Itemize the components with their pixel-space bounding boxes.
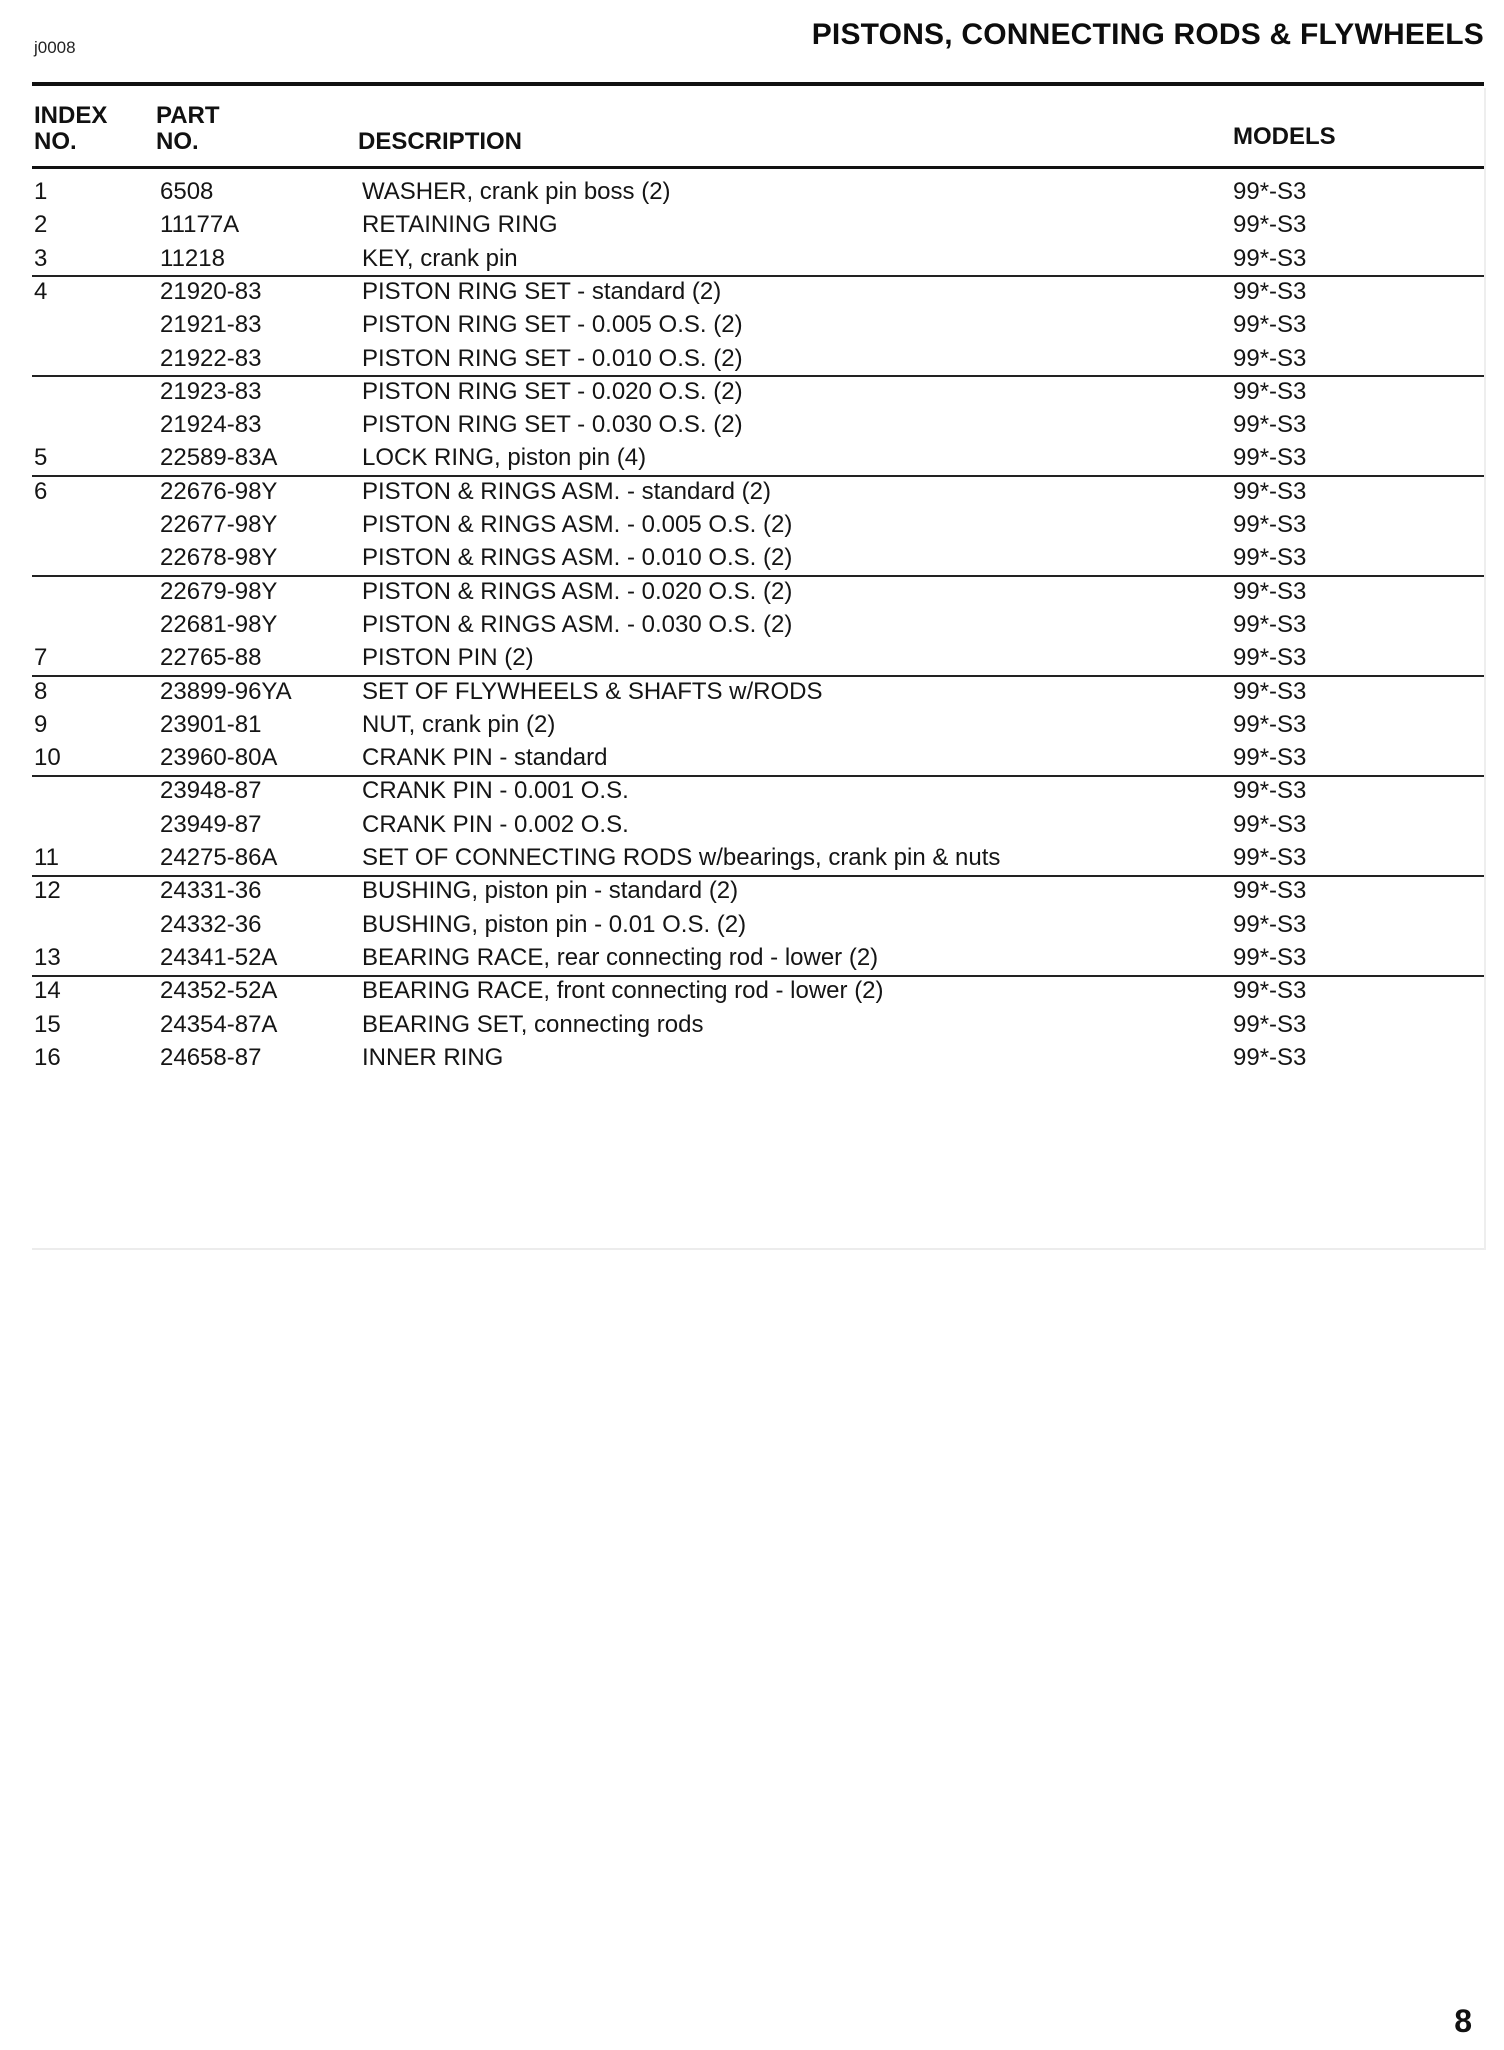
table-row xyxy=(0,974,1504,1007)
table-row xyxy=(0,608,1504,641)
models-cell: 99*-S3 xyxy=(1233,910,1307,938)
index-cell: 8 xyxy=(34,677,48,705)
description-cell: WASHER, crank pin boss (2) xyxy=(362,178,671,205)
table-row xyxy=(0,275,1504,308)
models-cell: 99*-S3 xyxy=(1233,744,1307,772)
section-title: PISTONS, CONNECTING RODS & FLYWHEELS xyxy=(811,18,1484,51)
description-cell: PISTON & RINGS ASM. - 0.010 O.S. (2) xyxy=(362,544,793,572)
part-number-cell: 23901-81 xyxy=(160,710,262,738)
part-number-cell: 21923-83 xyxy=(160,377,262,405)
table-row xyxy=(0,641,1504,674)
description-cell: CRANK PIN - 0.001 O.S. xyxy=(362,777,629,805)
index-cell: 10 xyxy=(34,744,61,772)
scan-edge-right xyxy=(1484,88,1486,1250)
part-number-cell: 11218 xyxy=(160,244,225,272)
description-cell: BUSHING, piston pin - 0.01 O.S. (2) xyxy=(362,910,747,938)
part-number-cell: 23949-87 xyxy=(160,810,262,838)
table-row xyxy=(0,375,1504,408)
models-cell: 99*-S3 xyxy=(1233,577,1307,605)
models-cell: 99*-S3 xyxy=(1233,644,1307,672)
part-number-cell: 23948-87 xyxy=(160,777,262,805)
description-cell: SET OF CONNECTING RODS w/bearings, crank pin & nuts xyxy=(362,844,1001,871)
index-cell: 12 xyxy=(34,877,61,905)
table-row xyxy=(0,1008,1504,1041)
description-cell: PISTON & RINGS ASM. - 0.005 O.S. (2) xyxy=(362,511,793,538)
index-cell: 1 xyxy=(34,178,48,205)
table-row xyxy=(0,808,1504,841)
index-header-line1: INDEX xyxy=(34,102,108,129)
models-cell: 99*-S3 xyxy=(1233,977,1307,1005)
part-number-cell: 21920-83 xyxy=(160,277,262,305)
part-number-cell: 11177A xyxy=(160,211,240,239)
table-row xyxy=(0,575,1504,608)
document-code: j0008 xyxy=(34,38,76,57)
description-cell: KEY, crank pin xyxy=(362,244,518,272)
description-cell: SET OF FLYWHEELS & SHAFTS w/RODS xyxy=(362,677,823,705)
description-cell: PISTON RING SET - 0.030 O.S. (2) xyxy=(362,411,743,439)
table-row xyxy=(0,508,1504,541)
table-row xyxy=(0,175,1504,208)
part-number-cell: 24352-52A xyxy=(160,977,278,1005)
table-row xyxy=(0,242,1504,275)
table-row xyxy=(0,874,1504,907)
part-number-cell: 23899-96YA xyxy=(160,677,292,705)
part-number-cell: 24341-52A xyxy=(160,943,278,971)
index-cell: 5 xyxy=(34,444,48,472)
models-cell: 99*-S3 xyxy=(1233,877,1307,905)
part-number-cell: 24354-87A xyxy=(160,1010,278,1038)
index-cell: 13 xyxy=(34,943,61,971)
index-cell: 6 xyxy=(34,477,48,505)
description-cell: PISTON & RINGS ASM. - standard (2) xyxy=(362,477,772,505)
description-cell: LOCK RING, piston pin (4) xyxy=(362,444,647,472)
description-cell: BEARING RACE, front connecting rod - lower (2) xyxy=(362,977,884,1005)
description-cell: BEARING RACE, rear connecting rod - lower (2) xyxy=(362,943,879,971)
models-cell: 99*-S3 xyxy=(1233,311,1307,339)
models-cell: 99*-S3 xyxy=(1233,178,1307,205)
models-cell: 99*-S3 xyxy=(1233,344,1307,372)
models-cell: 99*-S3 xyxy=(1233,211,1307,239)
models-cell: 99*-S3 xyxy=(1233,810,1307,838)
table-row xyxy=(0,408,1504,441)
part-number-cell: 24332-36 xyxy=(160,910,262,938)
index-cell: 16 xyxy=(34,1043,61,1071)
models-cell: 99*-S3 xyxy=(1233,511,1307,538)
index-cell: 2 xyxy=(34,211,48,239)
models-column-header: MODELS xyxy=(1233,123,1336,150)
models-cell: 99*-S3 xyxy=(1233,377,1307,405)
page-number: 8 xyxy=(1454,2003,1472,2039)
models-cell: 99*-S3 xyxy=(1233,277,1307,305)
models-cell: 99*-S3 xyxy=(1233,777,1307,805)
part-header-line1: PART xyxy=(156,102,220,129)
description-cell: INNER RING xyxy=(362,1043,504,1071)
index-header-line2: NO. xyxy=(34,128,77,155)
table-row xyxy=(0,342,1504,375)
table-row xyxy=(0,841,1504,874)
description-cell: BEARING SET, connecting rods xyxy=(362,1010,704,1038)
part-number-cell: 22677-98Y xyxy=(160,511,278,538)
models-cell: 99*-S3 xyxy=(1233,544,1307,572)
description-cell: PISTON RING SET - standard (2) xyxy=(362,277,722,305)
description-cell: CRANK PIN - standard xyxy=(362,744,608,772)
part-number-cell: 21924-83 xyxy=(160,411,262,439)
models-cell: 99*-S3 xyxy=(1233,1010,1307,1038)
description-cell: PISTON RING SET - 0.020 O.S. (2) xyxy=(362,377,743,405)
models-cell: 99*-S3 xyxy=(1233,943,1307,971)
index-cell: 14 xyxy=(34,977,61,1005)
part-number-cell: 24658-87 xyxy=(160,1043,262,1071)
part-number-cell: 22679-98Y xyxy=(160,577,278,605)
index-cell: 11 xyxy=(34,844,59,871)
description-column-header: DESCRIPTION xyxy=(358,128,523,155)
models-cell: 99*-S3 xyxy=(1233,444,1307,472)
index-cell: 15 xyxy=(34,1010,61,1038)
table-row xyxy=(0,941,1504,974)
table-row xyxy=(0,541,1504,574)
table-row xyxy=(0,441,1504,474)
table-row xyxy=(0,675,1504,708)
part-number-cell: 24331-36 xyxy=(160,877,262,905)
models-cell: 99*-S3 xyxy=(1233,710,1307,738)
table-row xyxy=(0,475,1504,508)
models-cell: 99*-S3 xyxy=(1233,244,1307,272)
part-number-cell: 22589-83A xyxy=(160,444,278,472)
part-number-cell: 23960-80A xyxy=(160,744,278,772)
part-number-cell: 21921-83 xyxy=(160,311,262,339)
part-number-cell: 24275-86A xyxy=(160,844,278,871)
description-cell: NUT, crank pin (2) xyxy=(362,710,556,738)
table-row xyxy=(0,774,1504,807)
table-row xyxy=(0,1041,1504,1074)
index-cell: 4 xyxy=(34,277,48,305)
description-cell: PISTON RING SET - 0.005 O.S. (2) xyxy=(362,311,743,339)
models-cell: 99*-S3 xyxy=(1233,610,1307,638)
table-row xyxy=(0,208,1504,241)
part-number-cell: 6508 xyxy=(160,178,214,205)
part-number-cell: 22681-98Y xyxy=(160,610,278,638)
part-number-cell: 22678-98Y xyxy=(160,544,278,572)
table-row xyxy=(0,708,1504,741)
description-cell: CRANK PIN - 0.002 O.S. xyxy=(362,810,629,838)
part-number-cell: 22765-88 xyxy=(160,644,262,672)
description-cell: BUSHING, piston pin - standard (2) xyxy=(362,877,739,905)
part-header-line2: NO. xyxy=(156,128,199,155)
models-cell: 99*-S3 xyxy=(1233,844,1307,871)
description-cell: PISTON RING SET - 0.010 O.S. (2) xyxy=(362,344,743,372)
models-cell: 99*-S3 xyxy=(1233,411,1307,439)
description-cell: RETAINING RING xyxy=(362,211,558,239)
models-cell: 99*-S3 xyxy=(1233,1043,1307,1071)
table-row xyxy=(0,308,1504,341)
models-cell: 99*-S3 xyxy=(1233,677,1307,705)
scan-edge-bottom xyxy=(32,1248,1484,1250)
table-row xyxy=(0,908,1504,941)
part-number-cell: 21922-83 xyxy=(160,344,262,372)
description-cell: PISTON & RINGS ASM. - 0.030 O.S. (2) xyxy=(362,610,793,638)
table-row xyxy=(0,741,1504,774)
index-cell: 9 xyxy=(34,710,48,738)
description-cell: PISTON PIN (2) xyxy=(362,644,534,672)
part-number-cell: 22676-98Y xyxy=(160,477,278,505)
models-cell: 99*-S3 xyxy=(1233,477,1307,505)
description-cell: PISTON & RINGS ASM. - 0.020 O.S. (2) xyxy=(362,577,793,605)
index-cell: 3 xyxy=(34,244,48,272)
index-cell: 7 xyxy=(34,644,48,672)
